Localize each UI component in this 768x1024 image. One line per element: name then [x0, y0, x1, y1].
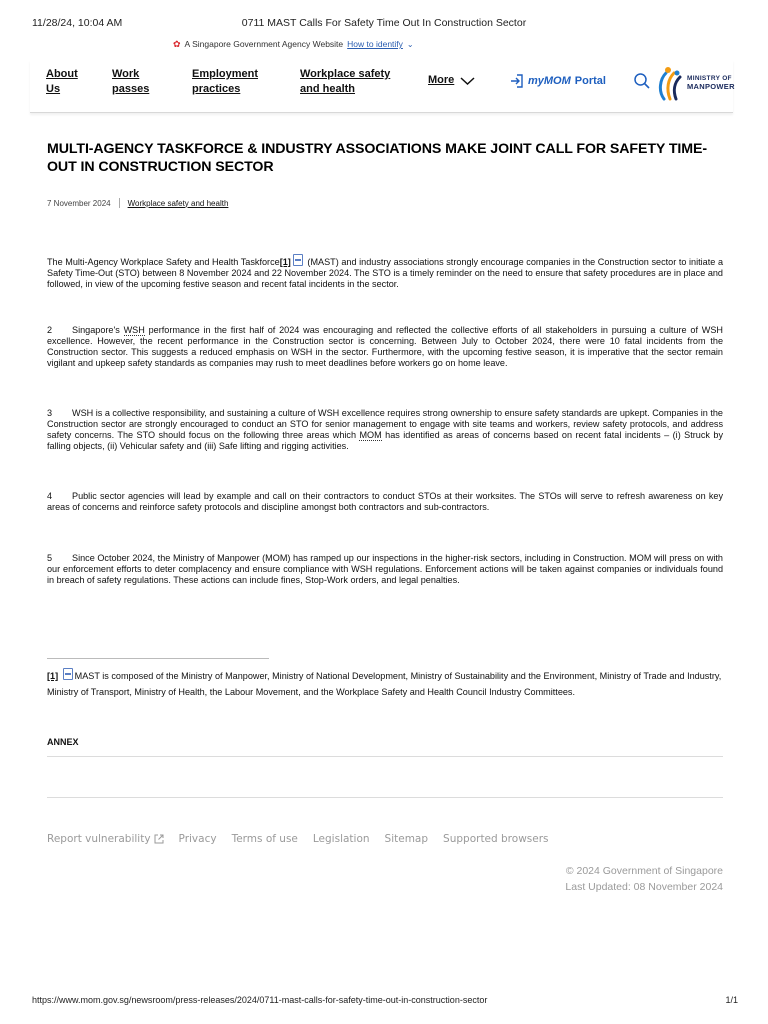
footer-link-terms[interactable]: Terms of use: [231, 833, 298, 845]
article-date: 7 November 2024: [47, 198, 111, 208]
para-text: The Multi-Agency Workplace Safety and Health Taskforce: [47, 257, 280, 267]
article-tag-link[interactable]: Workplace safety and health: [127, 198, 229, 208]
para-text: has identified as areas of concerns based on recent fatal incidents – (i) Struck by falling objects, (ii) Vehicular safety and (iii) Safe lifting and rigging activities.: [47, 430, 723, 451]
logo-line: MINISTRY OF: [687, 74, 732, 82]
print-url: https://www.mom.gov.sg/newsroom/press-releases/2024/0711-mast-calls-for-safety-time-out-in-construction-sector: [32, 995, 488, 1005]
divider: [47, 756, 723, 757]
paragraph-5: [47, 553, 723, 586]
nav-label-line: practices: [192, 83, 241, 95]
nav-label-line: and health: [300, 83, 356, 95]
footer-links: [47, 833, 549, 845]
footer-link-label: Report vulnerability: [47, 833, 151, 845]
print-footer: [32, 995, 738, 1009]
print-datetime: 11/28/24, 10:04 AM: [32, 17, 123, 29]
article: [47, 140, 723, 893]
mom-logo-text: [687, 75, 735, 92]
footer-link-sitemap[interactable]: Sitemap: [384, 833, 429, 845]
paragraph-number: 4: [47, 491, 53, 501]
nav-label-line: About: [46, 68, 78, 80]
mom-logo[interactable]: [656, 64, 736, 102]
nav-item-employment-practices[interactable]: [192, 67, 258, 97]
nav-label-line: Work: [112, 68, 140, 80]
para-text: performance in the first half of 2024 was encouraging and reflected the collective efforts of all stakeholders in pursuing a culture of WSH excellence. However, the recent performance in the Construction sector is concerning. Between July to October 2024, there were 10 fatal incidents from the Construction sector. This suggests a reduced emphasis on WSH in the sector. Furthermore, with the upcoming festive season, it is imperative that the sector remain vigilant and upkeep safety standards as companies may rush to meet deadlines before workers go on home leave.: [47, 325, 723, 368]
paragraph-3: [47, 408, 723, 452]
nav-label-line: Workplace safety: [300, 68, 391, 80]
abbreviation[interactable]: MOM: [359, 430, 382, 440]
nav-item-workplace-safety[interactable]: [300, 67, 390, 97]
document-icon[interactable]: [293, 254, 303, 266]
nav-more-button[interactable]: [428, 73, 475, 88]
footer-link-privacy[interactable]: Privacy: [178, 833, 217, 845]
annex-heading: ANNEX: [47, 737, 79, 747]
nav-label-line: Us: [46, 83, 61, 95]
para-text: WSH is a collective responsibility, and sustaining a culture of WSH excellence requires strong ownership to ensure safety standards are upkept. Companies in the Construction sector are strongly encouraged to conduct an STO for senior management to engage with site teams and workers, review safety protocols, and address safety concerns. The STO should focus on the following three areas which: [47, 408, 723, 440]
gov-banner-text: A Singapore Government Agency Website: [184, 39, 344, 49]
portal-label-brand: myMOM: [528, 75, 571, 87]
paragraph-2: [47, 325, 723, 369]
paragraph-number: 2: [47, 325, 53, 335]
gov-banner: [173, 37, 414, 51]
paragraph-1: [47, 254, 723, 290]
logo-line: MANPOWER: [687, 81, 735, 91]
mymom-portal-link[interactable]: [510, 74, 606, 88]
footer-link-report-vulnerability[interactable]: [47, 833, 164, 845]
chevron-down-icon[interactable]: ⌄: [406, 39, 414, 49]
footnote-ref-link[interactable]: [1]: [279, 257, 291, 267]
abbreviation[interactable]: WSH: [123, 325, 145, 335]
search-icon[interactable]: [633, 72, 651, 90]
external-link-icon: [154, 834, 164, 844]
lion-head-icon: ✿: [173, 38, 181, 49]
how-to-identify-link[interactable]: How to identify: [347, 39, 403, 49]
nav-more-label: More: [428, 74, 455, 86]
paragraph-number: 3: [47, 408, 53, 418]
main-navigation: [30, 60, 733, 113]
para-text: Public sector agencies will lead by example and call on their contractors to conduct STOs at their worksites. The STOs will serve to refresh awareness on key areas of concerns and reinforce safety protocols and discipline amongst both contractors and sub-contractors.: [47, 491, 723, 512]
footnote-text: MAST is composed of the Ministry of Manpower, Ministry of National Development, Ministry of Sustainability and the Environment, Ministry of Trade and Industry, Ministry of Transport, Ministry of Health, the Labour Movement, and the Workplace Safety and Health Council Industry Committees.: [47, 671, 722, 697]
portal-label-text: Portal: [574, 75, 606, 87]
meta-divider: [119, 198, 120, 208]
document-icon[interactable]: [63, 668, 73, 680]
footnote-backref-link[interactable]: [1]: [47, 671, 59, 681]
para-text: Since October 2024, the Ministry of Manpower (MOM) has ramped up our inspections in the higher-risk sectors, including in Construction. MOM will press on with our enforcement efforts to deter complacency and ensure compliance with WSH regulations. Enforcement actions will be taken against companies or individuals found in breach of safety regulations. These actions can include fines, Stop-Work orders, and legal penalties.: [47, 553, 723, 585]
nav-item-about-us[interactable]: [46, 67, 78, 97]
footnote-divider: [47, 658, 269, 659]
nav-label-line: Employment: [192, 68, 259, 80]
footer-link-supported-browsers[interactable]: Supported browsers: [443, 833, 549, 845]
copyright: © 2024 Government of Singapore: [565, 865, 723, 877]
copyright-block: [565, 863, 723, 895]
article-meta: [47, 198, 723, 208]
mom-logo-mark: [656, 65, 684, 101]
login-arrow-icon: [510, 74, 524, 88]
nav-label-line: passes: [112, 83, 150, 95]
print-page-title: 0711 MAST Calls For Safety Time Out In Construction Sector: [241, 17, 527, 29]
footer-link-legislation[interactable]: Legislation: [312, 833, 370, 845]
chevron-down-icon: [460, 76, 475, 86]
paragraph-number: 5: [47, 553, 53, 563]
nav-item-work-passes[interactable]: [112, 67, 149, 97]
last-updated: Last Updated: 08 November 2024: [565, 881, 723, 893]
para-text: (MAST) and industry associations strongly encourage companies in the Construction sector to initiate a Safety Time-Out (STO) between 8 November 2024 and 22 November 2024. The STO is a timely reminder on the need to ensure that safety procedures are in place and followed, in view of the upcoming festive season and recent fatal incidents in the sector.: [47, 257, 723, 289]
footnote: [47, 668, 723, 700]
print-page-number: 1/1: [725, 995, 738, 1005]
paragraph-4: [47, 491, 723, 513]
print-header: [32, 17, 736, 31]
para-text: Singapore's: [72, 325, 124, 335]
divider: [47, 797, 723, 798]
page-title: MULTI-AGENCY TASKFORCE & INDUSTRY ASSOCIATIONS MAKE JOINT CALL FOR SAFETY TIME-OUT IN CONSTRUCTION SECTOR: [47, 141, 707, 175]
